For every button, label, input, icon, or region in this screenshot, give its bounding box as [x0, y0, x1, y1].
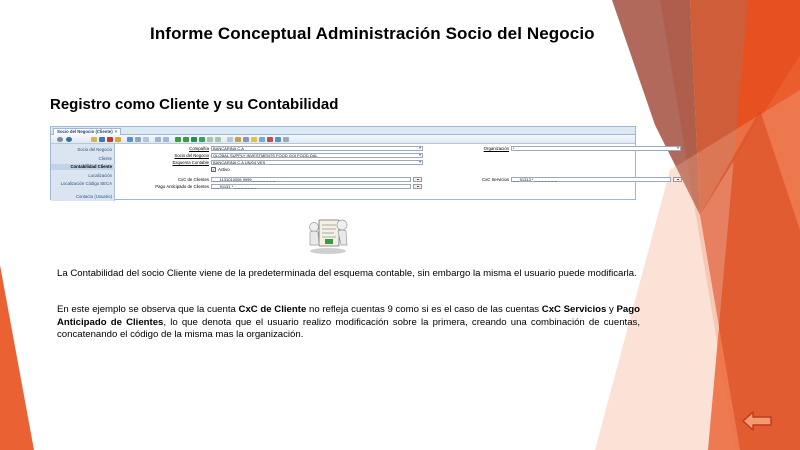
new-record-icon	[91, 137, 97, 142]
prepayment-label: Pago Anticipado de Clientes	[155, 184, 209, 189]
erp-tab-label: Socio del Negocio (Cliente)	[57, 129, 113, 134]
cxc-cliente-account-button[interactable]	[413, 177, 422, 182]
acctschema-value: BANCARINA C.A UN/04 VES	[213, 160, 266, 165]
erp-screenshot	[50, 126, 679, 200]
paragraph-example-part: y	[606, 304, 617, 315]
paragraph-intro: La Contabilidad del socio Cliente viene de la predeterminada del esquema contable, sin embargo la misma el usuario puede modificarla.	[57, 268, 637, 279]
grid-toggle-icon	[163, 137, 169, 142]
product-icon	[275, 137, 281, 142]
erp-form	[115, 144, 679, 201]
back-arrow-icon[interactable]	[741, 410, 773, 432]
chevron-down-icon: ▾	[677, 146, 679, 150]
previous-icon	[199, 137, 205, 142]
cxc-servicios-account-button[interactable]	[673, 177, 682, 182]
delete-icon	[107, 137, 113, 142]
organization-label: Organización	[483, 146, 509, 151]
bold-pago-anticipado: Pago Anticipado de Clientes	[57, 304, 640, 328]
erp-tab-bar	[51, 127, 635, 135]
cxc-servicios-field[interactable]: _ _ 91313 * _ _ _ _ _ _ _	[511, 177, 671, 182]
sidebar-item-localizacion-codigo[interactable]: Localización Código SECA	[60, 181, 112, 186]
bpartner-label: Socio del Negocio	[174, 153, 209, 158]
sidebar-item-contacto[interactable]: Contacto (Usuario)	[75, 194, 112, 199]
acctschema-select[interactable]	[211, 160, 423, 165]
report-icon	[227, 137, 233, 142]
sidebar-item-contabilidad-cliente[interactable]: Contabilidad Cliente	[51, 164, 115, 170]
active-label: Activo	[218, 167, 230, 172]
chevron-down-icon: ▾	[419, 160, 421, 164]
company-label: Compañía	[189, 146, 209, 151]
chevron-down-icon: ▾	[419, 153, 421, 157]
print-icon	[243, 137, 249, 142]
erp-tab	[53, 128, 121, 135]
refresh-icon	[127, 137, 133, 142]
erp-sidebar	[51, 144, 115, 201]
undo-icon	[115, 137, 121, 142]
organization-select[interactable]	[511, 146, 681, 151]
company-value: BANCARINA C.A	[213, 146, 244, 151]
sidebar-item-cliente[interactable]: Cliente	[98, 156, 112, 161]
next-icon	[207, 137, 213, 142]
back-icon	[57, 137, 63, 142]
history-icon	[155, 137, 161, 142]
active-checkbox[interactable]: ✓	[212, 167, 216, 172]
paragraph-example-part: En este ejemplo se observa que la cuenta	[57, 304, 239, 315]
cxc-servicios-label: CxC Servicios	[482, 177, 509, 182]
attachment-icon	[143, 137, 149, 142]
save-icon	[99, 137, 105, 142]
cxc-cliente-field[interactable]: _ _ 1131010006 9999 _ _ _ _ _ _ _	[211, 177, 411, 182]
sidebar-item-localizacion[interactable]: Localización	[88, 173, 112, 178]
zoom-icon	[251, 137, 257, 142]
erp-toolbar	[51, 135, 635, 144]
paragraph-example-part: no refleja cuentas 9 como si es el caso de las cuentas	[306, 304, 542, 315]
find-icon	[135, 137, 141, 142]
workflow-icon	[267, 137, 273, 142]
bpartner-select[interactable]	[211, 153, 423, 158]
parent-icon	[175, 137, 181, 142]
bold-cxc-servicios: CxC Servicios	[541, 304, 607, 315]
first-icon	[191, 137, 197, 142]
archive-icon	[235, 137, 241, 142]
chat-icon	[259, 137, 265, 142]
organization-value: *	[513, 146, 515, 151]
paragraph-example-part: , lo que denota que el usuario realizo modificación sobre la primera, creando una combinación de cuentas, concatenando el código de la misma mas la organización.	[57, 316, 641, 341]
person-with-document-icon	[306, 212, 350, 254]
cxc-cliente-label: CxC de Clientes	[177, 177, 209, 182]
close-icon: ×	[114, 129, 118, 134]
detail-icon	[183, 137, 189, 142]
acctschema-label: Esquema Contable	[172, 160, 209, 165]
slide-subtitle: Registro como Cliente y su Contabilidad	[50, 96, 339, 113]
bold-cxc-cliente: CxC de Cliente	[238, 304, 307, 315]
exit-icon	[283, 137, 289, 142]
prepayment-account-button[interactable]	[413, 184, 422, 189]
bpartner-value: GLOBAL SUPPLY INVESTMENTS FOOD GOI FOOD DAL	[213, 153, 318, 158]
last-icon	[215, 137, 221, 142]
chevron-down-icon: ▾	[419, 146, 421, 150]
sidebar-item-socio-del-negocio[interactable]: Socio del Negocio	[77, 147, 112, 152]
slide-title: Informe Conceptual Administración Socio del Negocio	[150, 24, 595, 43]
company-select[interactable]	[211, 146, 423, 151]
prepayment-field[interactable]: _ _ 91131 * _ _ _ _ _ _ _	[211, 184, 411, 189]
paragraph-example	[57, 304, 640, 342]
erp-body	[51, 144, 679, 201]
help-icon	[66, 137, 72, 142]
